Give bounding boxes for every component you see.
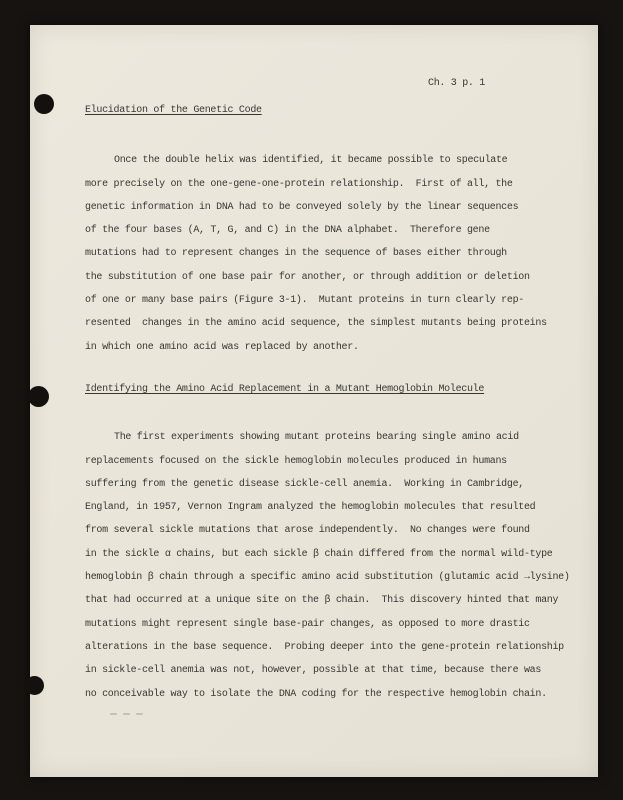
text-line: from several sickle mutations that arose independently. No changes were found bbox=[85, 525, 530, 537]
hole-punch-top bbox=[34, 94, 54, 114]
page-number: Ch. 3 p. 1 bbox=[428, 78, 486, 89]
text-line: mutations might represent single base-pair changes, as opposed to more drastic bbox=[85, 618, 530, 630]
text-line: mutations had to represent changes in the sequence of bases either through bbox=[85, 248, 507, 260]
text-line: resented changes in the amino acid sequence, the simplest mutants being proteins bbox=[85, 318, 547, 330]
text-line: Once the double helix was identified, it became possible to speculate bbox=[114, 155, 508, 167]
text-line: suffering from the genetic disease sickle-cell anemia. Working in Cambridge, bbox=[85, 478, 524, 490]
text-line: genetic information in DNA had to be conveyed solely by the linear sequences bbox=[85, 201, 519, 213]
text-line: the substitution of one base pair for another, or through addition or deletion bbox=[85, 271, 530, 283]
text-line: of one or many base pairs (Figure 3-1). Mutant proteins in turn clearly rep- bbox=[85, 295, 524, 307]
document-page bbox=[30, 25, 598, 777]
hole-punch-bottom bbox=[25, 676, 44, 695]
text-line: that had occurred at a unique site on the β chain. This discovery hinted that many bbox=[85, 595, 559, 607]
paragraph-genetic-code bbox=[85, 149, 590, 359]
section-heading-genetic-code: Elucidation of the Genetic Code bbox=[85, 105, 262, 116]
text-line: in the sickle α chains, but each sickle β chain differed from the normal wild-type bbox=[85, 548, 553, 560]
text-line: more precisely on the one-gene-one-protein relationship. First of all, the bbox=[85, 178, 513, 190]
text-line: of the four bases (A, T, G, and C) in the DNA alphabet. Therefore gene bbox=[85, 225, 490, 237]
section-heading-hemoglobin: Identifying the Amino Acid Replacement in a Mutant Hemoglobin Molecule bbox=[85, 383, 485, 395]
text-line: no conceivable way to isolate the DNA coding for the respective hemoglobin chain. bbox=[85, 688, 547, 700]
text-line: in sickle-cell anemia was not, however, possible at that time, because there was bbox=[85, 665, 542, 677]
text-line: alterations in the base sequence. Probing deeper into the gene-protein relationship bbox=[85, 641, 564, 653]
text-line: England, in 1957, Vernon Ingram analyzed the hemoglobin molecules that resulted bbox=[85, 502, 536, 514]
text-line: in which one amino acid was replaced by another. bbox=[85, 341, 359, 353]
hole-punch-middle bbox=[28, 386, 49, 407]
text-line: hemoglobin β chain through a specific amino acid substitution (glutamic acid →lysine) bbox=[85, 572, 570, 584]
text-line: The first experiments showing mutant proteins bearing single amino acid bbox=[114, 432, 519, 444]
paragraph-hemoglobin bbox=[85, 426, 590, 706]
text-line: replacements focused on the sickle hemoglobin molecules produced in humans bbox=[85, 455, 507, 467]
pencil-smudge bbox=[110, 702, 168, 707]
document-body bbox=[85, 99, 590, 706]
